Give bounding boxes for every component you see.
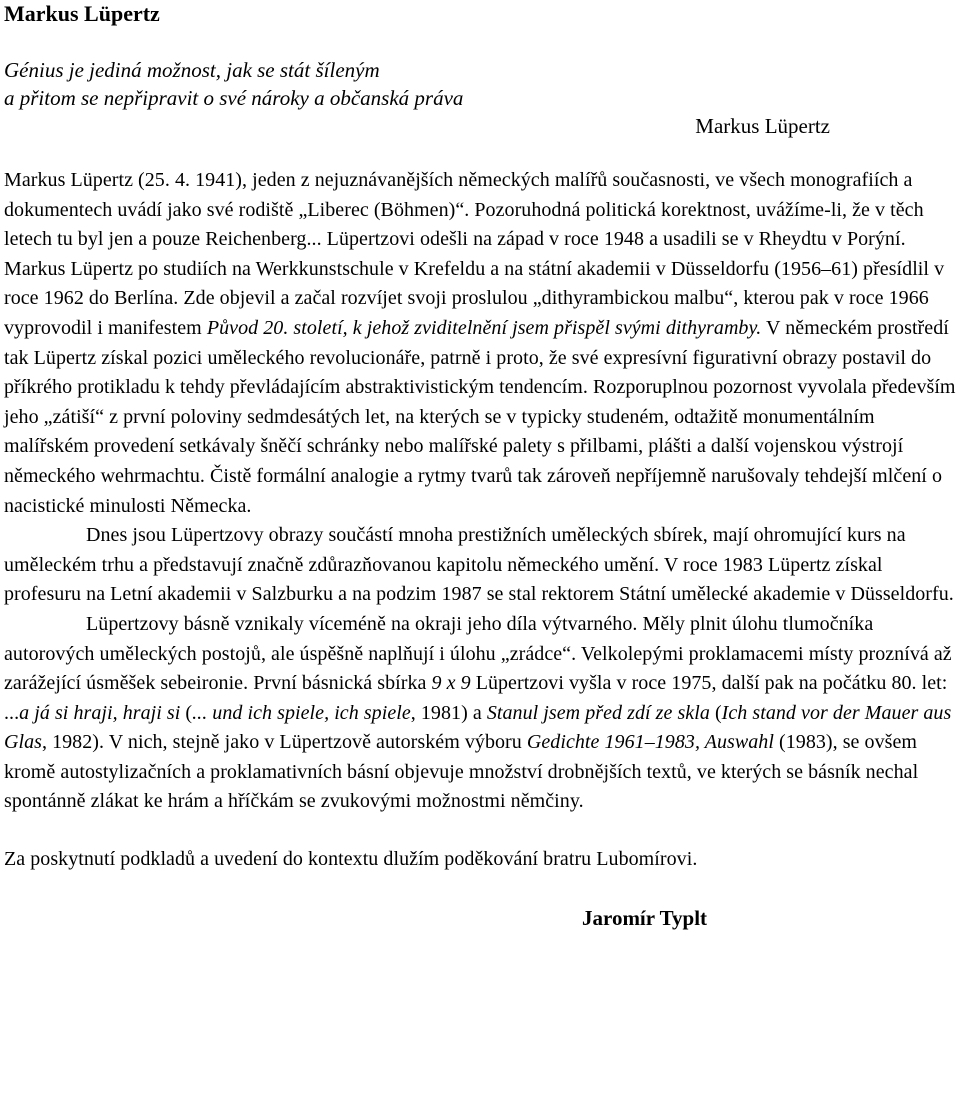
page-title: Markus Lüpertz <box>4 1 160 26</box>
motto-author: Markus Lüpertz <box>695 114 830 138</box>
motto-line-2: a přitom se nepřipravit o své nároky a občanská práva <box>4 86 464 110</box>
motto <box>4 56 956 112</box>
book-title-mauer: Ich stand vor der Mauer aus Glas <box>4 701 952 754</box>
book-title-gedichte: Gedichte 1961–1983, Auswahl <box>526 731 774 754</box>
paragraph-3-text-6: , 1982). V nich, stejně jako v Lüpertzově autorském výboru <box>41 731 527 754</box>
paragraph-3-text-3: ( <box>180 701 193 724</box>
motto-line-1: Génius je jediná možnost, jak se stát šíleným <box>4 58 380 82</box>
paragraph-1 <box>4 166 956 521</box>
book-title-stanul: Stanul jsem před zdí ze skla <box>486 701 710 724</box>
paragraph-3-text-7: (1983), se ovšem kromě autostylizačních a proklamativních básní objevuje množství drobnějších textů, ve kterých se básník nechal spontánně zlákat ke hrám a hříčkám se zvukovými možnostmi němčiny. <box>4 731 919 813</box>
paragraph-2: Dnes jsou Lüpertzovy obrazy součástí mnoha prestižních uměleckých sbírek, mají ohromující kurs na uměleckém trhu a představují značně zdůrazňovanou kapitolu německého umění. V roce 1983 Lüpertz získal profesuru na Letní akademii v Salzburku a na podzim 1987 se stal rektorem Státní umělecké akademie v Düsseldorfu. <box>4 524 954 606</box>
paragraph-3 <box>4 610 956 817</box>
acknowledgement: Za poskytnutí podkladů a uvedení do kontextu dlužím poděkování bratru Lubomírovi. <box>4 848 698 871</box>
book-title-spiele: ... und ich spiele, ich spiele <box>192 701 411 724</box>
paragraph-3-text-2: Lüpertzovi vyšla v roce 1975, další pak na počátku 80. let: ... <box>4 672 948 724</box>
paragraph-3-text-4: , 1981) a <box>410 701 487 724</box>
paragraph-1-text-a: Markus Lüpertz (25. 4. 1941), jeden z nejuznávanějších německých malířů současnosti, ve všech monografiích a dokumentech uvádí jako své rodiště „Liberec (Böhmen)“. Pozoruhodná politická korektnost, uvážíme-li, že v těch letech tu byl jen a pouze Reichenberg... Lüpertzovi odešli na západ v roce 1948 a usadili se v Rheydtu v Porýní. Markus Lüpertz po studiích na Werkkunstschule v Krefeldu a na státní akademii v Düsseldorfu (1956–61) přesídlil v roce 1962 do Berlína. Zde objevil a začal rozvíjet svoji proslulou „dithyrambickou malbu“, kterou pak v roce 1966 vyprovodil i manifestem <box>4 169 945 339</box>
author-signature: Jaromír Typlt <box>582 906 708 931</box>
paragraph-1-text-b: V německém prostředí tak Lüpertz získal pozici uměleckého revolucionáře, patrně i proto, že své expresívní figurativní obrazy postavil do příkrého protikladu k tehdy převládajícím abstraktivistickým tendencím. Rozporuplnou pozornost vyvolala především jeho „zátiší“ z první poloviny sedmdesátých let, na kterých se v typicky studeném, odtažitě monumentálním malířském provedení setkávaly šněčí schránky nebo malířské palety s přilbami, plášti a další vojenskou výstrojí německého wehrmachtu. Čistě formální analogie a rytmy tvarů tak zároveň nepříjemně narušovaly tehdejší mlčení o nacistické minulosti Německa. <box>4 316 956 517</box>
book-title-hraji: a já si hraji, hraji si <box>19 701 181 724</box>
paragraph-3-text-5: ( <box>709 701 722 724</box>
paragraph-3-text-1: Lüpertzovy básně vznikaly víceméně na okraji jeho díla výtvarného. Měly plnit úlohu tlumočníka autorových uměleckých postojů, ale úspěšně naplňují i úlohu „zrádce“. Velkolepými proklamacemi místy proznívá až zarážející úsměšek sebeironie. První básnická sbírka <box>4 612 952 695</box>
book-title-9x9: 9 x 9 <box>431 672 471 695</box>
paragraph-1-italic-quote: Původ 20. století, k jehož zviditelnění jsem přispěl svými dithyramby. <box>206 316 762 339</box>
